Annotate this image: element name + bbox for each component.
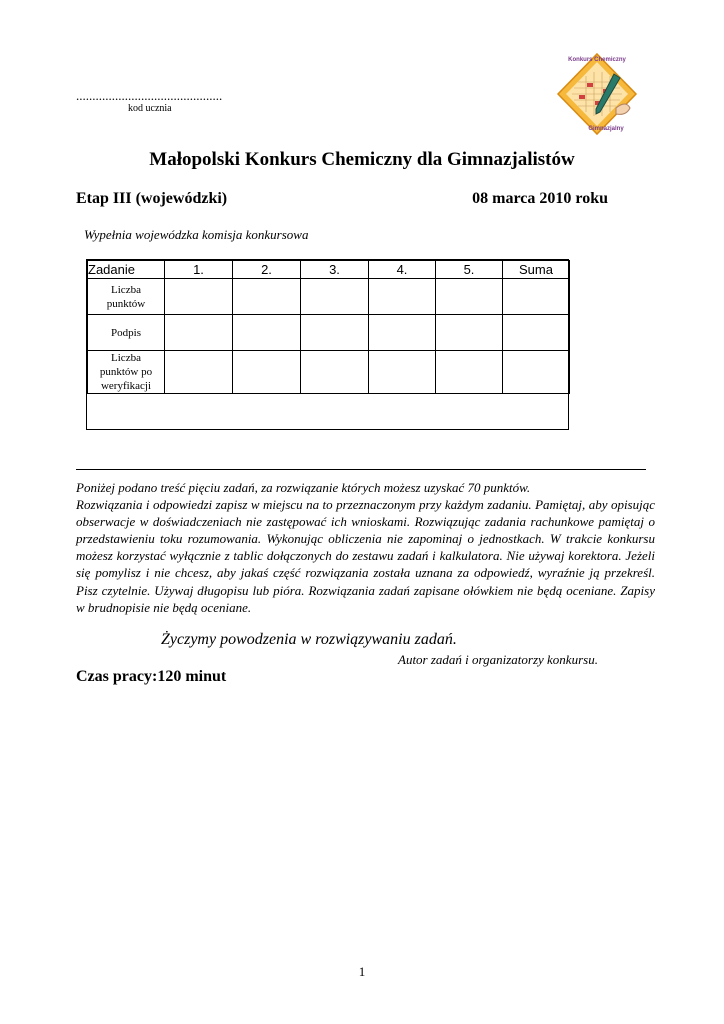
page-title: Małopolski Konkurs Chemiczny dla Gimnazjalistów (149, 149, 575, 170)
signature-cell[interactable] (165, 315, 233, 351)
exam-date: 08 marca 2010 roku (472, 190, 608, 207)
header-cell-4: 4. (369, 261, 436, 279)
divider (76, 469, 646, 470)
table-row (88, 279, 570, 315)
header-cell-3: 3. (301, 261, 369, 279)
verified-cell[interactable] (165, 351, 233, 394)
header-cell-1: 1. (165, 261, 233, 279)
verified-cell[interactable] (503, 351, 570, 394)
signature-cell[interactable] (503, 315, 570, 351)
logo-text-top: Konkurs Chemiczny (568, 57, 626, 63)
instructions (76, 479, 655, 616)
score-cell[interactable] (301, 279, 369, 315)
contest-logo-icon (556, 52, 638, 136)
verified-cell[interactable] (301, 351, 369, 394)
score-table (86, 259, 569, 430)
row-label-signature: Podpis (88, 315, 165, 351)
signature-cell[interactable] (301, 315, 369, 351)
instructions-body: Rozwiązania i odpowiedzi zapisz w miejscu na to przeznaczonym przy każdym zadaniu. Pamiętaj, aby opisując obserwacje w doświadczeniach nie zastępować ich wnioskami. Rozwiązując zadania rachunkowe pamiętaj o przedstawieniu toku rozumowania. Wykonując obliczenia nie zapominaj o jednostkach. W trakcie konkursu możesz korzystać wyłącznie z tablic dołączonych do zestawu zadań i kalkulatora. Nie używaj korektora. Jeżeli się pomylisz i nie chcesz, aby jakaś część rozwiązania została uznana za odpowiedź, wyraźnie ją przekreśl. Pisz czytelnie. Używaj długopisu lub pióra. Rozwiązania zadań zapisane ołówkiem nie będą oceniane. Zapisy w brudnopisie nie będą oceniane. (76, 497, 655, 615)
row-label-verified-points: Liczba punktów po weryfikacji (88, 351, 165, 394)
logo-text-bottom: Gimnazjalny (588, 126, 624, 132)
page-number: 1 (358, 964, 366, 979)
verified-cell[interactable] (233, 351, 301, 394)
table-row (88, 351, 570, 394)
wishes-text: Życzymy powodzenia w rozwiązywaniu zadań. (161, 631, 457, 648)
verified-cell[interactable] (369, 351, 436, 394)
header-cell-sum: Suma (503, 261, 570, 279)
table-row (88, 315, 570, 351)
score-table-header (88, 261, 570, 279)
header-cell-2: 2. (233, 261, 301, 279)
instructions-intro: Poniżej podano treść pięciu zadań, za rozwiązanie których możesz uzyskać 70 punktów. (76, 480, 531, 495)
committee-note: Wypełnia wojewódzka komisja konkursowa (84, 227, 309, 242)
score-cell[interactable] (233, 279, 301, 315)
header-cell-5: 5. (436, 261, 503, 279)
work-time: Czas pracy:120 minut (76, 668, 227, 685)
score-cell[interactable] (369, 279, 436, 315)
score-table-blank-area[interactable] (87, 394, 568, 429)
student-code-line: ............................................. (76, 88, 223, 103)
signature-cell[interactable] (436, 315, 503, 351)
stage-label: Etap III (wojewódzki) (76, 190, 228, 207)
row-label-points: Liczba punktów (88, 279, 165, 315)
score-cell[interactable] (436, 279, 503, 315)
signature-cell[interactable] (369, 315, 436, 351)
signature-cell[interactable] (233, 315, 301, 351)
verified-cell[interactable] (436, 351, 503, 394)
header-cell-task: Zadanie (88, 261, 165, 279)
score-cell[interactable] (165, 279, 233, 315)
student-code-label: kod ucznia (128, 103, 172, 114)
score-cell[interactable] (503, 279, 570, 315)
author-text: Autor zadań i organizatorzy konkursu. (398, 652, 598, 667)
